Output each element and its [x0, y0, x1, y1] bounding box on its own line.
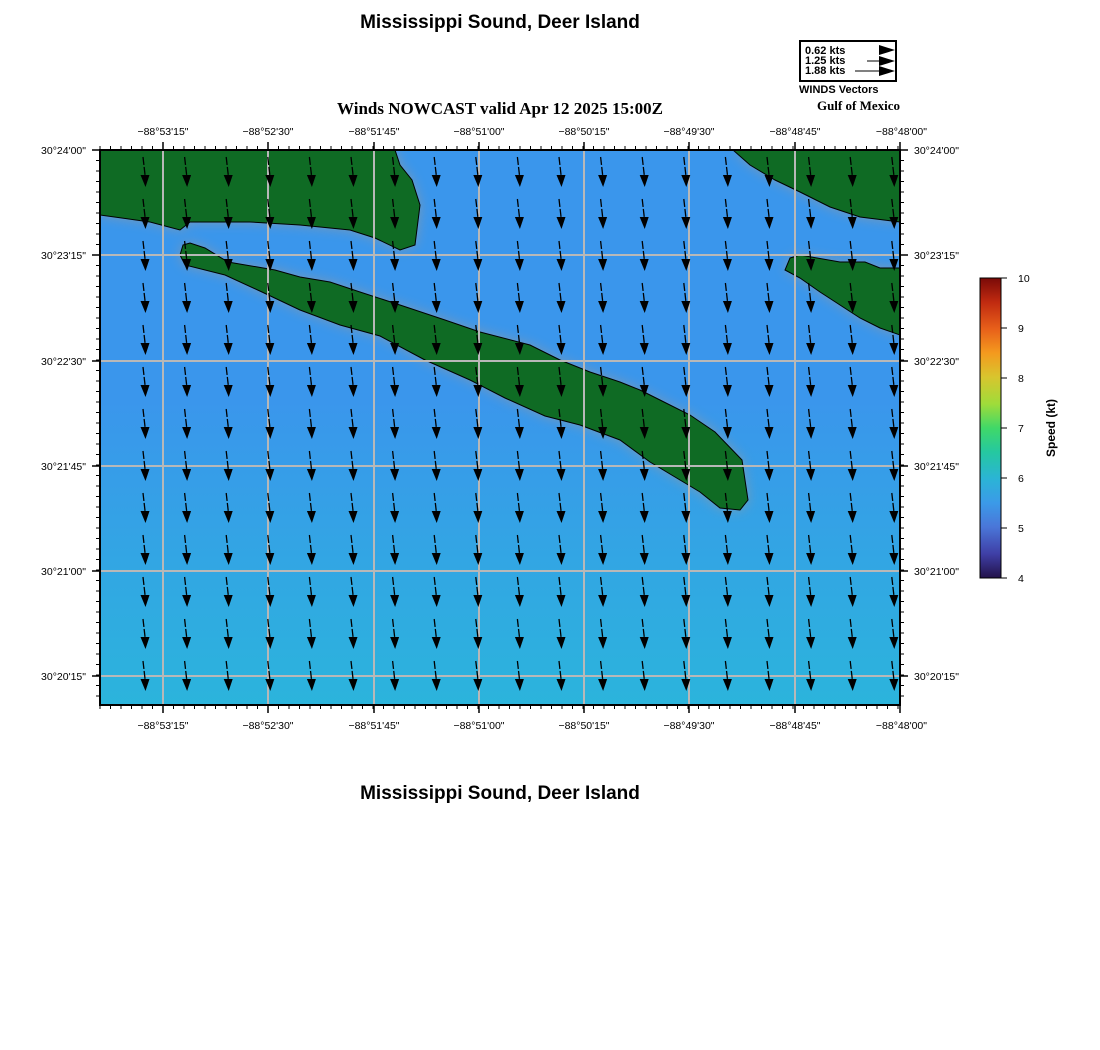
lat-tick-label: 30°24'00"	[41, 145, 86, 157]
lat-ticks-right	[914, 145, 959, 683]
lat-tick-label: 30°20'15"	[914, 671, 959, 683]
lon-tick-label: −88°51'00"	[453, 126, 505, 138]
colorbar-ramp	[980, 278, 1001, 578]
colorbar-tick-label: 9	[1018, 323, 1024, 335]
lat-tick-label: 30°23'15"	[914, 250, 959, 262]
forecast-subtitle: Winds NOWCAST valid Apr 12 2025 15:00Z	[337, 99, 663, 118]
lat-tick-label: 30°21'45"	[41, 461, 86, 473]
colorbar-tick-label: 7	[1018, 423, 1024, 435]
lat-ticks-left	[41, 145, 86, 683]
lon-tick-label: −88°50'15"	[558, 126, 610, 138]
speed-colorbar	[980, 273, 1058, 585]
lon-tick-label: −88°48'00"	[875, 126, 927, 138]
lat-tick-label: 30°22'30"	[914, 356, 959, 368]
lon-tick-label: −88°53'15"	[137, 126, 189, 138]
lon-tick-label: −88°52'30"	[242, 720, 294, 732]
colorbar-tick-label: 10	[1018, 273, 1030, 285]
legend-entry: 1.25 kts	[805, 55, 846, 67]
lat-tick-label: 30°21'00"	[41, 566, 86, 578]
lon-tick-label: −88°48'00"	[875, 720, 927, 732]
lat-tick-label: 30°24'00"	[914, 145, 959, 157]
lon-tick-label: −88°49'30"	[663, 720, 715, 732]
map-title-bottom: Mississippi Sound, Deer Island	[360, 783, 640, 804]
colorbar-tick-label: 5	[1018, 523, 1024, 535]
map-title: Mississippi Sound, Deer Island	[360, 12, 640, 33]
region-label: Gulf of Mexico	[816, 98, 900, 113]
lon-tick-label: −88°51'45"	[348, 720, 400, 732]
lon-tick-label: −88°51'00"	[453, 720, 505, 732]
colorbar-tick-label: 6	[1018, 473, 1024, 485]
legend-entry: 0.62 kts	[805, 45, 846, 57]
colorbar-tick-label: 8	[1018, 373, 1024, 385]
colorbar-ticks	[1001, 273, 1030, 585]
lon-ticks-top	[137, 126, 927, 138]
lat-tick-label: 30°21'00"	[914, 566, 959, 578]
colorbar-tick-label: 4	[1018, 573, 1024, 585]
lat-tick-label: 30°21'45"	[914, 461, 959, 473]
lat-tick-label: 30°20'15"	[41, 671, 86, 683]
lon-tick-label: −88°50'15"	[558, 720, 610, 732]
lon-tick-label: −88°53'15"	[137, 720, 189, 732]
lat-tick-label: 30°22'30"	[41, 356, 86, 368]
legend-entry: 1.88 kts	[805, 65, 846, 77]
water-surface	[100, 150, 900, 705]
lon-tick-label: −88°51'45"	[348, 126, 400, 138]
lon-ticks-bottom	[137, 720, 927, 732]
lat-tick-label: 30°23'15"	[41, 250, 86, 262]
lon-tick-label: −88°48'45"	[769, 126, 821, 138]
legend-caption: WINDS Vectors	[799, 84, 879, 96]
lon-tick-label: −88°48'45"	[769, 720, 821, 732]
lon-tick-label: −88°52'30"	[242, 126, 294, 138]
lon-tick-label: −88°49'30"	[663, 126, 715, 138]
colorbar-label: Speed (kt)	[1044, 398, 1058, 458]
